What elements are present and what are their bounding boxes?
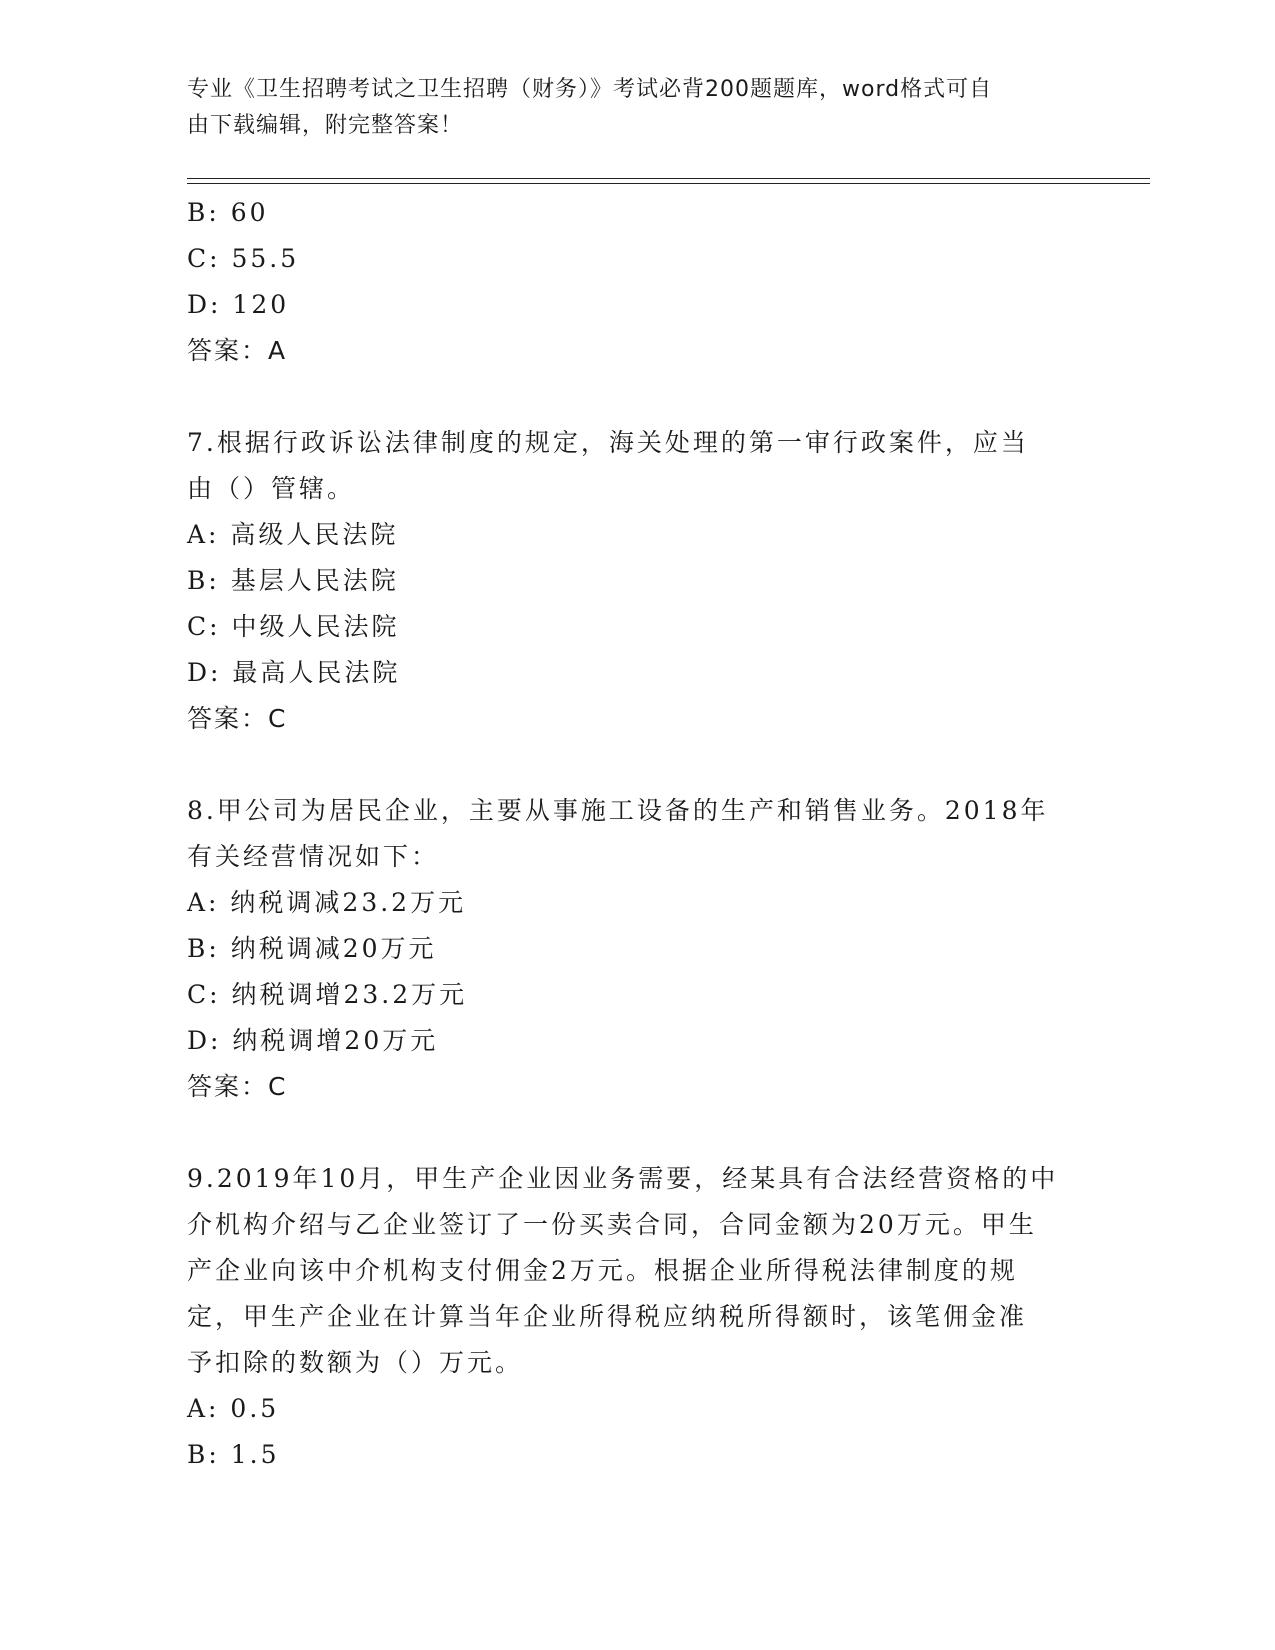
header-title-line-2: 由下载编辑，附完整答案！ [187,113,464,138]
option-c: C: 中级人民法院 [187,612,400,641]
header-divider-bottom [187,183,1150,184]
option-a: A: 纳税调减23.2万元 [187,888,467,917]
answer-label: 答案：C [187,704,288,733]
question-6-continuation [187,190,1087,374]
option-c: C: 纳税调增23.2万元 [187,980,468,1009]
option-d: D: 最高人民法院 [187,658,401,687]
option-b: B: 60 [187,198,269,227]
question-text-line: 8.甲公司为居民企业，主要从事施工设备的生产和销售业务。2018年 [187,796,1049,825]
question-text-line: 产企业向该中介机构支付佣金2万元。根据企业所得税法律制度的规 [187,1256,1018,1285]
question-text-line: 定，甲生产企业在计算当年企业所得税应纳税所得额时，该笔佣金准 [187,1302,1028,1331]
answer-label: 答案：A [187,336,288,365]
question-text-line: 介机构介绍与乙企业签订了一份买卖合同，合同金额为20万元。甲生 [187,1210,1037,1239]
option-d: D: 120 [187,290,290,319]
question-text-line: 有关经营情况如下： [187,842,440,871]
question-9 [187,1156,1087,1478]
header-divider-top [187,178,1150,179]
option-a: A: 0.5 [187,1394,280,1423]
answer-label: 答案：C [187,1072,288,1101]
document-header [187,72,1067,144]
option-d: D: 纳税调增20万元 [187,1026,439,1055]
header-title-line-1: 专业《卫生招聘考试之卫生招聘（财务）》考试必背200题题库，word格式可自 [187,77,993,102]
option-b: B: 纳税调减20万元 [187,934,437,963]
question-content [187,190,1087,1478]
spacer [187,742,1087,788]
question-text-line: 由（）管辖。 [187,474,356,503]
spacer [187,374,1087,420]
question-8 [187,788,1087,1110]
option-b: B: 1.5 [187,1440,280,1469]
question-7 [187,420,1087,742]
option-a: A: 高级人民法院 [187,520,399,549]
question-text-line: 予扣除的数额为（）万元。 [187,1348,524,1377]
option-c: C: 55.5 [187,244,300,273]
question-text-line: 9.2019年10月，甲生产企业因业务需要，经某具有合法经营资格的中 [187,1164,1059,1193]
spacer [187,1110,1087,1156]
question-text-line: 7.根据行政诉讼法律制度的规定，海关处理的第一审行政案件，应当 [187,428,1029,457]
option-b: B: 基层人民法院 [187,566,399,595]
